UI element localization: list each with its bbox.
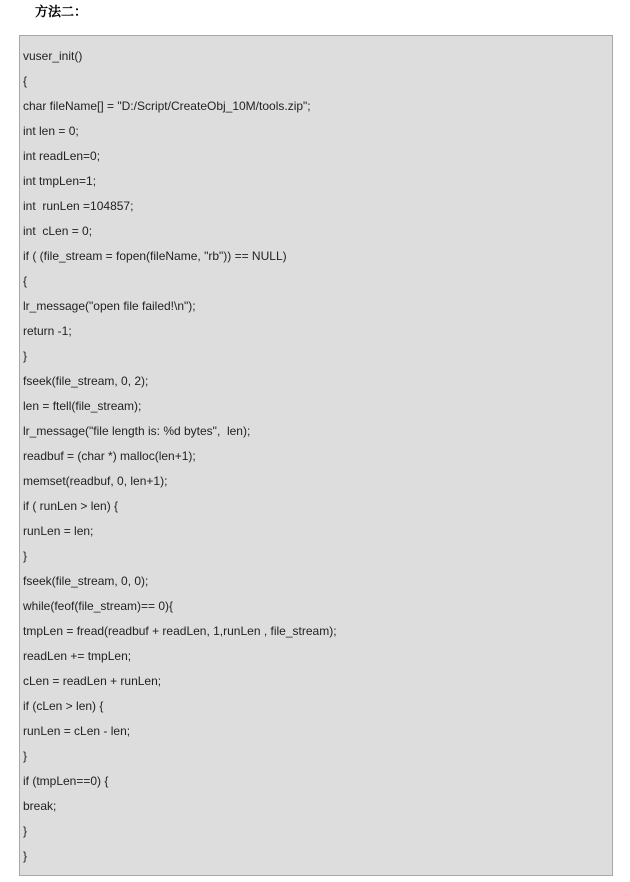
code-line: fseek(file_stream, 0, 0); [23, 574, 149, 588]
code-line: break; [23, 799, 57, 813]
code-line: if (cLen > len) { [23, 699, 104, 713]
code-line: cLen = readLen + runLen; [23, 674, 162, 688]
section-heading: 方法二： [35, 5, 88, 20]
code-line: if (tmpLen==0) { [23, 774, 109, 788]
code-line: } [23, 749, 28, 763]
code-line: readLen += tmpLen; [23, 649, 132, 663]
code-line: int readLen=0; [23, 149, 101, 163]
code-block [19, 35, 613, 876]
code-line: } [23, 349, 28, 363]
code-line: len = ftell(file_stream); [23, 399, 142, 413]
code-line: readbuf = (char *) malloc(len+1); [23, 449, 196, 463]
code-line: return -1; [23, 324, 72, 338]
code-line: { [23, 274, 28, 288]
code-line: int tmpLen=1; [23, 174, 97, 188]
code-line: vuser_init() [23, 49, 83, 63]
code-line: } [23, 824, 28, 838]
code-line: } [23, 549, 28, 563]
code-line: tmpLen = fread(readbuf + readLen, 1,runLen , file_stream); [23, 624, 337, 638]
code-line: int cLen = 0; [23, 224, 93, 238]
code-line: char fileName[] = "D:/Script/CreateObj_10M/tools.zip"; [23, 99, 311, 113]
code-line: memset(readbuf, 0, len+1); [23, 474, 168, 488]
code-line: while(feof(file_stream)== 0){ [23, 599, 174, 613]
code-line: if ( runLen > len) { [23, 499, 119, 513]
code-line: int runLen =104857; [23, 199, 134, 213]
code-line: lr_message("open file failed!\n"); [23, 299, 196, 313]
code-line: runLen = len; [23, 524, 94, 538]
code-line: int len = 0; [23, 124, 79, 138]
code-lines [23, 48, 337, 873]
code-line: lr_message("file length is: %d bytes", len); [23, 424, 251, 438]
code-line: if ( (file_stream = fopen(fileName, "rb")) == NULL) [23, 249, 287, 263]
code-line: { [23, 74, 28, 88]
code-line: } [23, 849, 28, 863]
code-line: runLen = cLen - len; [23, 724, 131, 738]
code-line: fseek(file_stream, 0, 2); [23, 374, 149, 388]
